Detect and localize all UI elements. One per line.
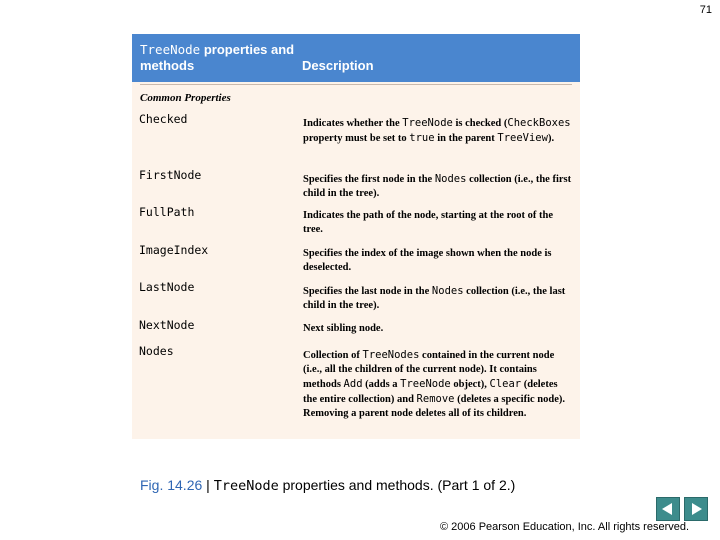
- code-term: TreeView: [497, 132, 548, 144]
- property-name: FullPath: [139, 205, 195, 219]
- property-name: Checked: [139, 112, 188, 126]
- code-term: Clear: [489, 378, 522, 390]
- property-name: ImageIndex: [139, 243, 209, 257]
- table-header: [132, 34, 580, 82]
- caption-text: properties and methods. (Part 1 of 2.): [278, 477, 516, 493]
- description-text: ).: [547, 133, 555, 144]
- code-term: Nodes: [434, 173, 467, 185]
- code-term: TreeNode: [400, 378, 451, 390]
- code-term: Remove: [416, 393, 455, 405]
- description-text: is checked (: [452, 118, 508, 129]
- caption-mono: TreeNode: [213, 478, 279, 494]
- code-term: true: [409, 132, 435, 144]
- property-name: LastNode: [139, 280, 195, 294]
- property-description: [303, 209, 573, 237]
- description-text: Specifies the first node in the: [303, 174, 435, 185]
- description-text: in the parent: [434, 133, 498, 144]
- code-term: TreeNode: [402, 117, 453, 129]
- description-text: (deletes the entire collection) and: [303, 379, 558, 405]
- description-text: Next sibling node.: [303, 323, 384, 334]
- description-text: contained in the current node (i.e., all the children of the current node). It contains methods: [303, 350, 555, 390]
- description-text: Collection of: [303, 350, 363, 361]
- description-text: Indicates the path of the node, starting at the root of the tree.: [303, 210, 554, 235]
- description-text: Indicates whether the: [303, 118, 403, 129]
- code-term: CheckBoxes: [507, 117, 571, 129]
- page-number: 71: [699, 4, 712, 16]
- property-description: [303, 284, 573, 313]
- header-col1-text: properties and methods: [140, 42, 295, 73]
- property-description: [303, 348, 573, 421]
- code-term: TreeNodes: [362, 349, 420, 361]
- description-text: object),: [450, 379, 490, 390]
- copyright-notice: © 2006 Pearson Education, Inc. All rights reserved.: [440, 521, 690, 533]
- property-description: [303, 322, 573, 336]
- description-text: (deletes a specific node). Removing a parent node deletes all of its children.: [303, 394, 566, 419]
- figure-number: Fig. 14.26: [140, 477, 203, 493]
- description-text: collection (i.e., the last child in the tree).: [303, 286, 566, 311]
- left-arrow-icon: [662, 503, 672, 515]
- property-description: [303, 116, 573, 146]
- caption-separator: |: [202, 477, 214, 493]
- code-term: Add: [343, 378, 363, 390]
- right-arrow-icon: [692, 503, 702, 515]
- property-description: [303, 172, 573, 201]
- description-text: property must be set to: [303, 133, 410, 144]
- next-slide-button[interactable]: [684, 497, 708, 521]
- property-name: Nodes: [139, 344, 174, 358]
- header-col-properties: [140, 42, 300, 74]
- properties-table: [132, 34, 580, 439]
- code-term: Nodes: [431, 285, 464, 297]
- header-col-description: Description: [302, 58, 374, 73]
- header-col1-mono: TreeNode: [140, 42, 201, 57]
- section-label: Common Properties: [140, 92, 231, 104]
- property-description: [303, 247, 573, 275]
- description-text: Specifies the index of the image shown when the node is deselected.: [303, 248, 552, 273]
- figure-caption: [140, 477, 515, 494]
- description-text: collection (i.e., the first child in the tree).: [303, 174, 572, 199]
- description-text: Specifies the last node in the: [303, 286, 432, 297]
- property-name: NextNode: [139, 318, 195, 332]
- description-text: (adds a: [362, 379, 401, 390]
- previous-slide-button[interactable]: [656, 497, 680, 521]
- property-name: FirstNode: [139, 168, 202, 182]
- header-divider: [140, 84, 572, 85]
